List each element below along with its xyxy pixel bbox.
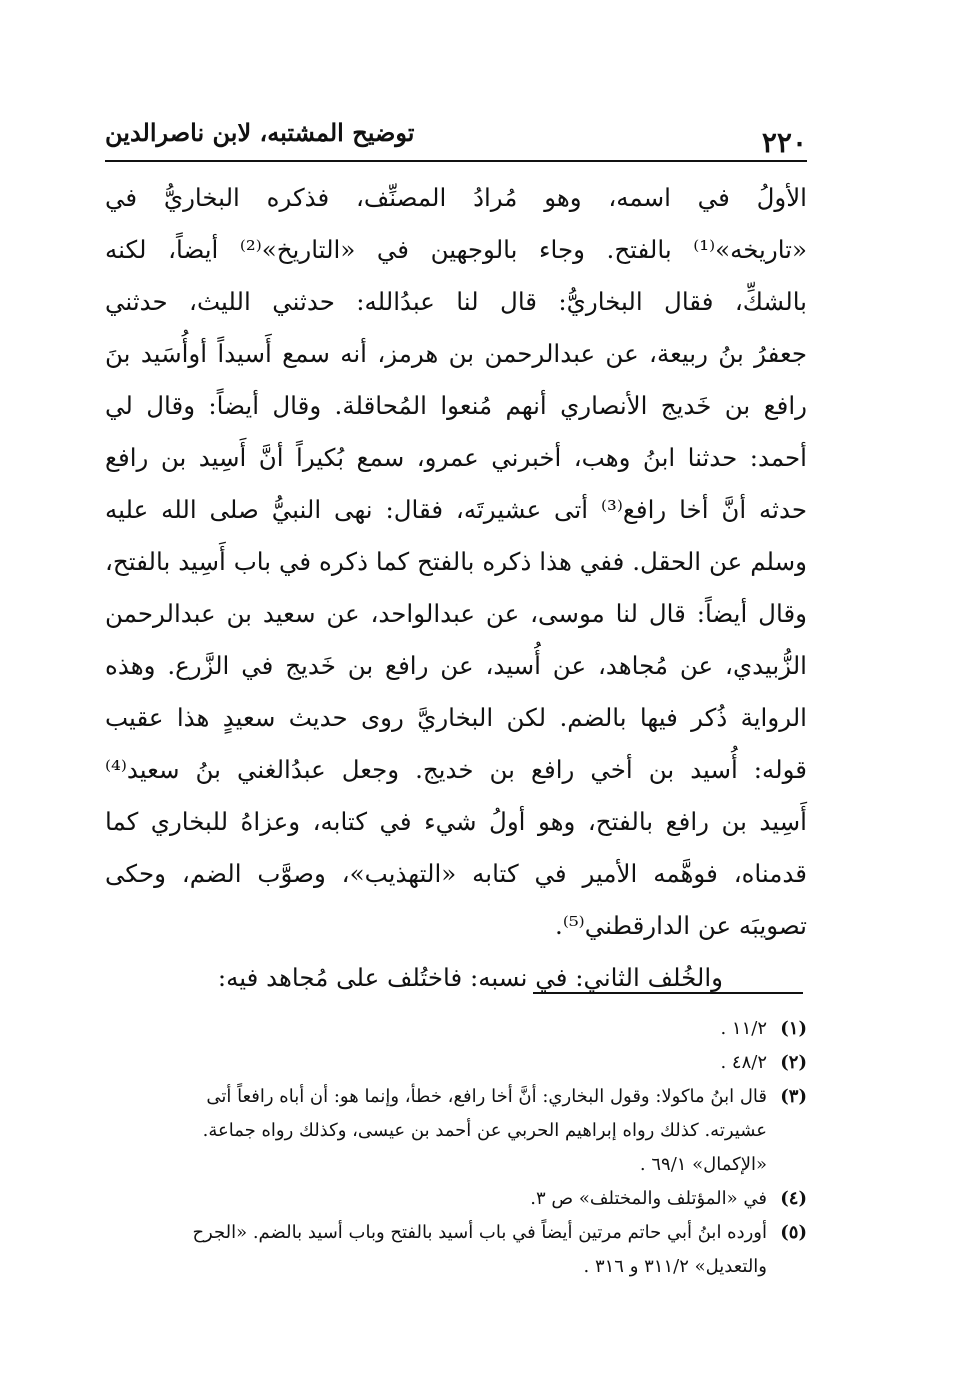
footnote-1: [105, 1012, 807, 1046]
text-line: جعفرُ بنُ ربيعة، عن عبدالرحمن بن هرمز، أنه سمع أَسيداً أوأُسَيد بنَ: [105, 339, 807, 368]
footnote-text: أورده ابنُ أبي حاتم مرتين أيضاً في باب أسيد بالفتح وباب أسيد بالضم. «الجرح: [192, 1222, 767, 1243]
text-line: تصويبَه عن الدارقطني⁽⁵⁾.: [555, 911, 807, 940]
text-line: والخُلف الثاني: في نسبه: فاختُلف على مُجاهد فيه:: [217, 963, 723, 992]
footnote-number: (٤): [780, 1188, 807, 1209]
text-line: أَسِيد بن رافع بالفتح، وهو أولُ شيء في كتابه، وعزاهُ للبخاري كما: [105, 807, 807, 836]
footnote-number: (٢): [780, 1052, 807, 1073]
text-line: وسلم عن الحقل. ففي هذا ذكره بالفتح كما ذكره في باب أَسِيد بالفتح،: [105, 547, 807, 576]
text-line: الرواية ذُكر فيها بالضم. لكن البخاريَّ روى حديث سعيدٍ هذا عقيب: [105, 703, 807, 732]
footnote-text: ١١/٢ .: [720, 1018, 767, 1039]
text-line: بالشكِّ، فقال البخاريُّ: قال لنا عبدُالله: حدثني الليث، حدثني: [105, 287, 807, 316]
footnotes: [105, 1012, 807, 1284]
footnote-2: [105, 1046, 807, 1080]
footnote-number: (٥): [780, 1222, 807, 1243]
text-line: قوله: أُسيد بن أخي رافع بن خديج. وجعل عبدُالغني بنُ سعيد⁽⁴⁾: [105, 755, 807, 784]
footnote-3-continuation: عشيرته. كذلك رواه إبراهيم الحربي عن أحمد بن عيسى، وكذلك رواه جماعة.: [202, 1120, 767, 1141]
page-header: [105, 112, 807, 158]
header-divider: [105, 160, 807, 162]
footnote-text: في «المؤتلف والمختلف» ص ٣.: [530, 1188, 767, 1209]
text-line: قدمناه، فوهَّمه الأمير في كتابه «التهذيب»، وصوَّب الضم، وحكى: [105, 859, 807, 888]
running-title: توضيح المشتبه، لابن ناصرالدين: [105, 118, 415, 147]
text-line: أحمد: حدثنا ابنُ وهب، أخبرني عمرو، سمع بُكيراً أنَّ أَسِيد بن رافع: [105, 443, 807, 472]
footnote-4: [105, 1182, 807, 1216]
footnote-5: [105, 1216, 807, 1250]
text-line: «تاريخه»⁽¹⁾ بالفتح. وجاء بالوجهين في «التاريخ»⁽²⁾ أيضاً، لكنه: [105, 235, 807, 264]
text-line: وقال أيضاً: قال لنا موسى، عن عبدالواحد، عن سعيد بن عبدالرحمن: [105, 599, 807, 628]
text-line: الزُّبيدي، عن مُجاهد، عن أُسيد، عن رافع بن خَديج في الزَّرع. وهذه: [105, 651, 807, 680]
page-number: ٢٢٠: [761, 126, 807, 159]
footnote-divider: [533, 992, 803, 994]
footnote-number: (١): [780, 1018, 807, 1039]
footnote-3: [105, 1080, 807, 1114]
text-line: رافع بن خَديج الأنصاري أنهم مُنعوا المُحاقلة. وقال أيضاً: وقال لي: [105, 391, 807, 420]
main-text: [105, 172, 807, 1004]
footnote-text: ٤٨/٢ .: [720, 1052, 767, 1073]
footnote-text: قال ابنُ ماكولا: وقول البخاري: أنَّ أخا رافع، خطأ، وإنما هو: أن أباه رافعاً أتى: [206, 1086, 767, 1107]
footnote-number: (٣): [780, 1086, 807, 1107]
text-line: الأولُ في اسمه، وهو مُرادُ المصنِّف، فذكره البخاريُّ في: [105, 183, 807, 212]
text-line: حدثه أنَّ أخا رافع⁽³⁾ أتى عشيرتَه، فقال: نهى النبيُّ صلى الله عليه: [105, 495, 807, 524]
footnote-5-continuation: والتعديل» ٣١١/٢ و ٣١٦ .: [583, 1256, 767, 1277]
footnote-3-continuation: «الإكمال» ٦٩/١ .: [639, 1154, 767, 1175]
